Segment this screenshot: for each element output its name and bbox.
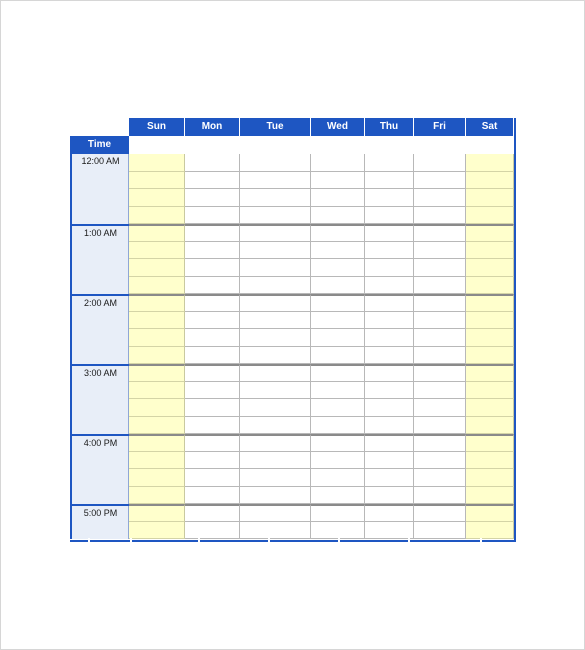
- schedule-cell-wed[interactable]: [311, 399, 365, 417]
- schedule-cell-fri[interactable]: [414, 469, 466, 487]
- schedule-cell-sun[interactable]: [129, 242, 185, 260]
- schedule-cell-thu[interactable]: [365, 434, 414, 452]
- schedule-cell-sun[interactable]: [129, 382, 185, 400]
- schedule-cell-tue[interactable]: [240, 277, 311, 295]
- schedule-cell-wed[interactable]: [311, 294, 365, 312]
- schedule-cell-tue[interactable]: [240, 312, 311, 330]
- bottom-tick: [408, 538, 410, 542]
- schedule-cell-sat[interactable]: [466, 434, 514, 452]
- time-slot: [72, 294, 131, 364]
- day-header-mon: Mon: [185, 118, 240, 136]
- schedule-cell-fri[interactable]: [414, 522, 466, 540]
- schedule-cell-wed[interactable]: [311, 382, 365, 400]
- day-header-fri: Fri: [414, 118, 466, 136]
- schedule-cell-thu[interactable]: [365, 452, 414, 470]
- schedule-cell-sun[interactable]: [129, 399, 185, 417]
- schedule-cell-thu[interactable]: [365, 207, 414, 225]
- schedule-cell-wed[interactable]: [311, 312, 365, 330]
- schedule-cell-thu[interactable]: [365, 417, 414, 435]
- schedule-cell-thu[interactable]: [365, 364, 414, 382]
- schedule-cell-sun[interactable]: [129, 277, 185, 295]
- schedule-cell-tue[interactable]: [240, 224, 311, 242]
- grid-right-border: [514, 118, 516, 542]
- schedule-cell-tue[interactable]: [240, 207, 311, 225]
- schedule-cell-sun[interactable]: [129, 522, 185, 540]
- schedule-cell-sun[interactable]: [129, 189, 185, 207]
- schedule-cell-thu[interactable]: [365, 522, 414, 540]
- bottom-tick: [198, 538, 200, 542]
- day-header-wed: Wed: [311, 118, 365, 136]
- schedule-cell-sun[interactable]: [129, 259, 185, 277]
- schedule-cell-tue[interactable]: [240, 154, 311, 172]
- schedule-cell-sat[interactable]: [466, 347, 514, 365]
- time-column-header: Time: [70, 136, 129, 154]
- schedule-cell-sun[interactable]: [129, 487, 185, 505]
- schedule-cell-sat[interactable]: [466, 189, 514, 207]
- schedule-cell-fri[interactable]: [414, 434, 466, 452]
- schedule-cell-thu[interactable]: [365, 172, 414, 190]
- schedule-cell-wed[interactable]: [311, 329, 365, 347]
- schedule-cell-mon[interactable]: [185, 469, 240, 487]
- schedule-cell-fri[interactable]: [414, 224, 466, 242]
- time-column: [70, 154, 129, 539]
- schedule-cell-fri[interactable]: [414, 487, 466, 505]
- schedule-cell-fri[interactable]: [414, 452, 466, 470]
- schedule-cell-thu[interactable]: [365, 312, 414, 330]
- schedule-cell-sat[interactable]: [466, 259, 514, 277]
- schedule-cell-wed[interactable]: [311, 504, 365, 522]
- schedule-cell-thu[interactable]: [365, 277, 414, 295]
- schedule-cell-wed[interactable]: [311, 364, 365, 382]
- schedule-cell-mon[interactable]: [185, 242, 240, 260]
- schedule-cell-sat[interactable]: [466, 399, 514, 417]
- schedule-cell-fri[interactable]: [414, 329, 466, 347]
- schedule-cell-sat[interactable]: [466, 277, 514, 295]
- schedule-cell-sat[interactable]: [466, 364, 514, 382]
- schedule-cell-sun[interactable]: [129, 364, 185, 382]
- schedule-cell-sun[interactable]: [129, 172, 185, 190]
- schedule-cell-sat[interactable]: [466, 242, 514, 260]
- schedule-cell-wed[interactable]: [311, 487, 365, 505]
- schedule-cell-thu[interactable]: [365, 242, 414, 260]
- schedule-cell-wed[interactable]: [311, 172, 365, 190]
- schedule-cell-wed[interactable]: [311, 259, 365, 277]
- grid-bottom-ticks: [70, 538, 516, 542]
- schedule-cell-fri[interactable]: [414, 504, 466, 522]
- schedule-cell-thu[interactable]: [365, 487, 414, 505]
- schedule-cell-wed[interactable]: [311, 469, 365, 487]
- schedule-cell-fri[interactable]: [414, 189, 466, 207]
- bottom-tick: [268, 538, 270, 542]
- schedule-cell-wed[interactable]: [311, 207, 365, 225]
- schedule-cell-wed[interactable]: [311, 434, 365, 452]
- schedule-cell-thu[interactable]: [365, 189, 414, 207]
- schedule-cell-mon[interactable]: [185, 277, 240, 295]
- schedule-cell-wed[interactable]: [311, 347, 365, 365]
- time-slot: [72, 224, 131, 294]
- schedule-cell-mon[interactable]: [185, 382, 240, 400]
- schedule-cell-wed[interactable]: [311, 154, 365, 172]
- time-slot: [72, 364, 131, 434]
- day-header-sat: Sat: [466, 118, 514, 136]
- time-label: 3:00 AM: [83, 368, 118, 378]
- schedule-cell-tue[interactable]: [240, 382, 311, 400]
- schedule-cell-mon[interactable]: [185, 259, 240, 277]
- schedule-cell-sat[interactable]: [466, 329, 514, 347]
- schedule-cell-sun[interactable]: [129, 347, 185, 365]
- schedule-cell-sat[interactable]: [466, 224, 514, 242]
- schedule-cell-mon[interactable]: [185, 329, 240, 347]
- schedule-cell-thu[interactable]: [365, 469, 414, 487]
- schedule-cell-thu[interactable]: [365, 382, 414, 400]
- day-header-thu: Thu: [365, 118, 414, 136]
- schedule-cell-tue[interactable]: [240, 364, 311, 382]
- schedule-cell-fri[interactable]: [414, 242, 466, 260]
- schedule-cell-tue[interactable]: [240, 504, 311, 522]
- schedule-cell-mon[interactable]: [185, 294, 240, 312]
- schedule-cell-sun[interactable]: [129, 469, 185, 487]
- schedule-cell-sat[interactable]: [466, 312, 514, 330]
- schedule-cell-sat[interactable]: [466, 487, 514, 505]
- schedule-cell-sun[interactable]: [129, 417, 185, 435]
- schedule-cell-mon[interactable]: [185, 487, 240, 505]
- schedule-cell-tue[interactable]: [240, 417, 311, 435]
- schedule-cell-tue[interactable]: [240, 469, 311, 487]
- schedule-cell-tue[interactable]: [240, 259, 311, 277]
- schedule-cell-sat[interactable]: [466, 452, 514, 470]
- schedule-cell-tue[interactable]: [240, 522, 311, 540]
- schedule-cell-sun[interactable]: [129, 154, 185, 172]
- schedule-cell-tue[interactable]: [240, 452, 311, 470]
- schedule-cell-sat[interactable]: [466, 154, 514, 172]
- schedule-cell-fri[interactable]: [414, 382, 466, 400]
- time-label: 12:00 AM: [81, 156, 120, 166]
- bottom-tick: [338, 538, 340, 542]
- schedule-cell-sat[interactable]: [466, 522, 514, 540]
- time-label: 4:00 PM: [83, 438, 118, 448]
- schedule-cell-fri[interactable]: [414, 364, 466, 382]
- time-label: 5:00 PM: [83, 508, 118, 518]
- schedule-cell-mon[interactable]: [185, 364, 240, 382]
- schedule-cell-thu[interactable]: [365, 294, 414, 312]
- schedule-cell-tue[interactable]: [240, 347, 311, 365]
- time-label: 1:00 AM: [83, 228, 118, 238]
- bottom-tick: [480, 538, 482, 542]
- bottom-tick: [130, 538, 132, 542]
- weekly-schedule-grid: [70, 118, 516, 542]
- schedule-cell-thu[interactable]: [365, 504, 414, 522]
- schedule-cell-fri[interactable]: [414, 154, 466, 172]
- schedule-cell-fri[interactable]: [414, 259, 466, 277]
- schedule-cell-fri[interactable]: [414, 172, 466, 190]
- schedule-cell-sun[interactable]: [129, 329, 185, 347]
- schedule-cell-sun[interactable]: [129, 434, 185, 452]
- schedule-cell-sun[interactable]: [129, 294, 185, 312]
- schedule-cell-mon[interactable]: [185, 312, 240, 330]
- schedule-cell-sun[interactable]: [129, 207, 185, 225]
- schedule-cell-mon[interactable]: [185, 207, 240, 225]
- schedule-cell-wed[interactable]: [311, 417, 365, 435]
- schedule-cell-wed[interactable]: [311, 189, 365, 207]
- schedule-cell-sat[interactable]: [466, 294, 514, 312]
- schedule-cell-fri[interactable]: [414, 399, 466, 417]
- schedule-cell-sun[interactable]: [129, 224, 185, 242]
- schedule-cell-sun[interactable]: [129, 452, 185, 470]
- schedule-cell-mon[interactable]: [185, 417, 240, 435]
- schedule-cell-wed[interactable]: [311, 522, 365, 540]
- schedule-cell-fri[interactable]: [414, 207, 466, 225]
- schedule-cell-tue[interactable]: [240, 172, 311, 190]
- schedule-cell-mon[interactable]: [185, 434, 240, 452]
- schedule-cell-wed[interactable]: [311, 224, 365, 242]
- time-slot: [72, 434, 131, 504]
- schedule-cell-sun[interactable]: [129, 504, 185, 522]
- bottom-tick: [88, 538, 90, 542]
- schedule-cell-mon[interactable]: [185, 452, 240, 470]
- schedule-cell-thu[interactable]: [365, 224, 414, 242]
- schedule-cell-mon[interactable]: [185, 224, 240, 242]
- schedule-cell-fri[interactable]: [414, 417, 466, 435]
- schedule-cell-fri[interactable]: [414, 312, 466, 330]
- schedule-cell-thu[interactable]: [365, 399, 414, 417]
- schedule-cell-wed[interactable]: [311, 452, 365, 470]
- schedule-cell-sat[interactable]: [466, 504, 514, 522]
- schedule-cell-sat[interactable]: [466, 207, 514, 225]
- schedule-cell-mon[interactable]: [185, 504, 240, 522]
- schedule-cell-fri[interactable]: [414, 347, 466, 365]
- schedule-cell-wed[interactable]: [311, 242, 365, 260]
- schedule-cell-tue[interactable]: [240, 487, 311, 505]
- schedule-cell-tue[interactable]: [240, 434, 311, 452]
- schedule-cell-thu[interactable]: [365, 259, 414, 277]
- schedule-cell-tue[interactable]: [240, 399, 311, 417]
- schedule-cell-mon[interactable]: [185, 189, 240, 207]
- schedule-cell-wed[interactable]: [311, 277, 365, 295]
- schedule-cell-thu[interactable]: [365, 329, 414, 347]
- schedule-cell-sat[interactable]: [466, 417, 514, 435]
- schedule-cell-fri[interactable]: [414, 294, 466, 312]
- day-header-tue: Tue: [240, 118, 311, 136]
- schedule-cell-thu[interactable]: [365, 347, 414, 365]
- schedule-cell-thu[interactable]: [365, 154, 414, 172]
- schedule-cell-tue[interactable]: [240, 294, 311, 312]
- schedule-cell-fri[interactable]: [414, 277, 466, 295]
- schedule-cell-sat[interactable]: [466, 469, 514, 487]
- schedule-cell-sat[interactable]: [466, 382, 514, 400]
- schedule-cell-mon[interactable]: [185, 154, 240, 172]
- schedule-cell-mon[interactable]: [185, 399, 240, 417]
- time-slot: [72, 154, 131, 224]
- schedule-cell-sun[interactable]: [129, 312, 185, 330]
- schedule-cell-tue[interactable]: [240, 189, 311, 207]
- time-label: 2:00 AM: [83, 298, 118, 308]
- schedule-cell-tue[interactable]: [240, 329, 311, 347]
- schedule-cell-mon[interactable]: [185, 347, 240, 365]
- day-header-sun: Sun: [129, 118, 185, 136]
- schedule-cell-mon[interactable]: [185, 522, 240, 540]
- schedule-cell-tue[interactable]: [240, 242, 311, 260]
- schedule-cell-mon[interactable]: [185, 172, 240, 190]
- schedule-cell-sat[interactable]: [466, 172, 514, 190]
